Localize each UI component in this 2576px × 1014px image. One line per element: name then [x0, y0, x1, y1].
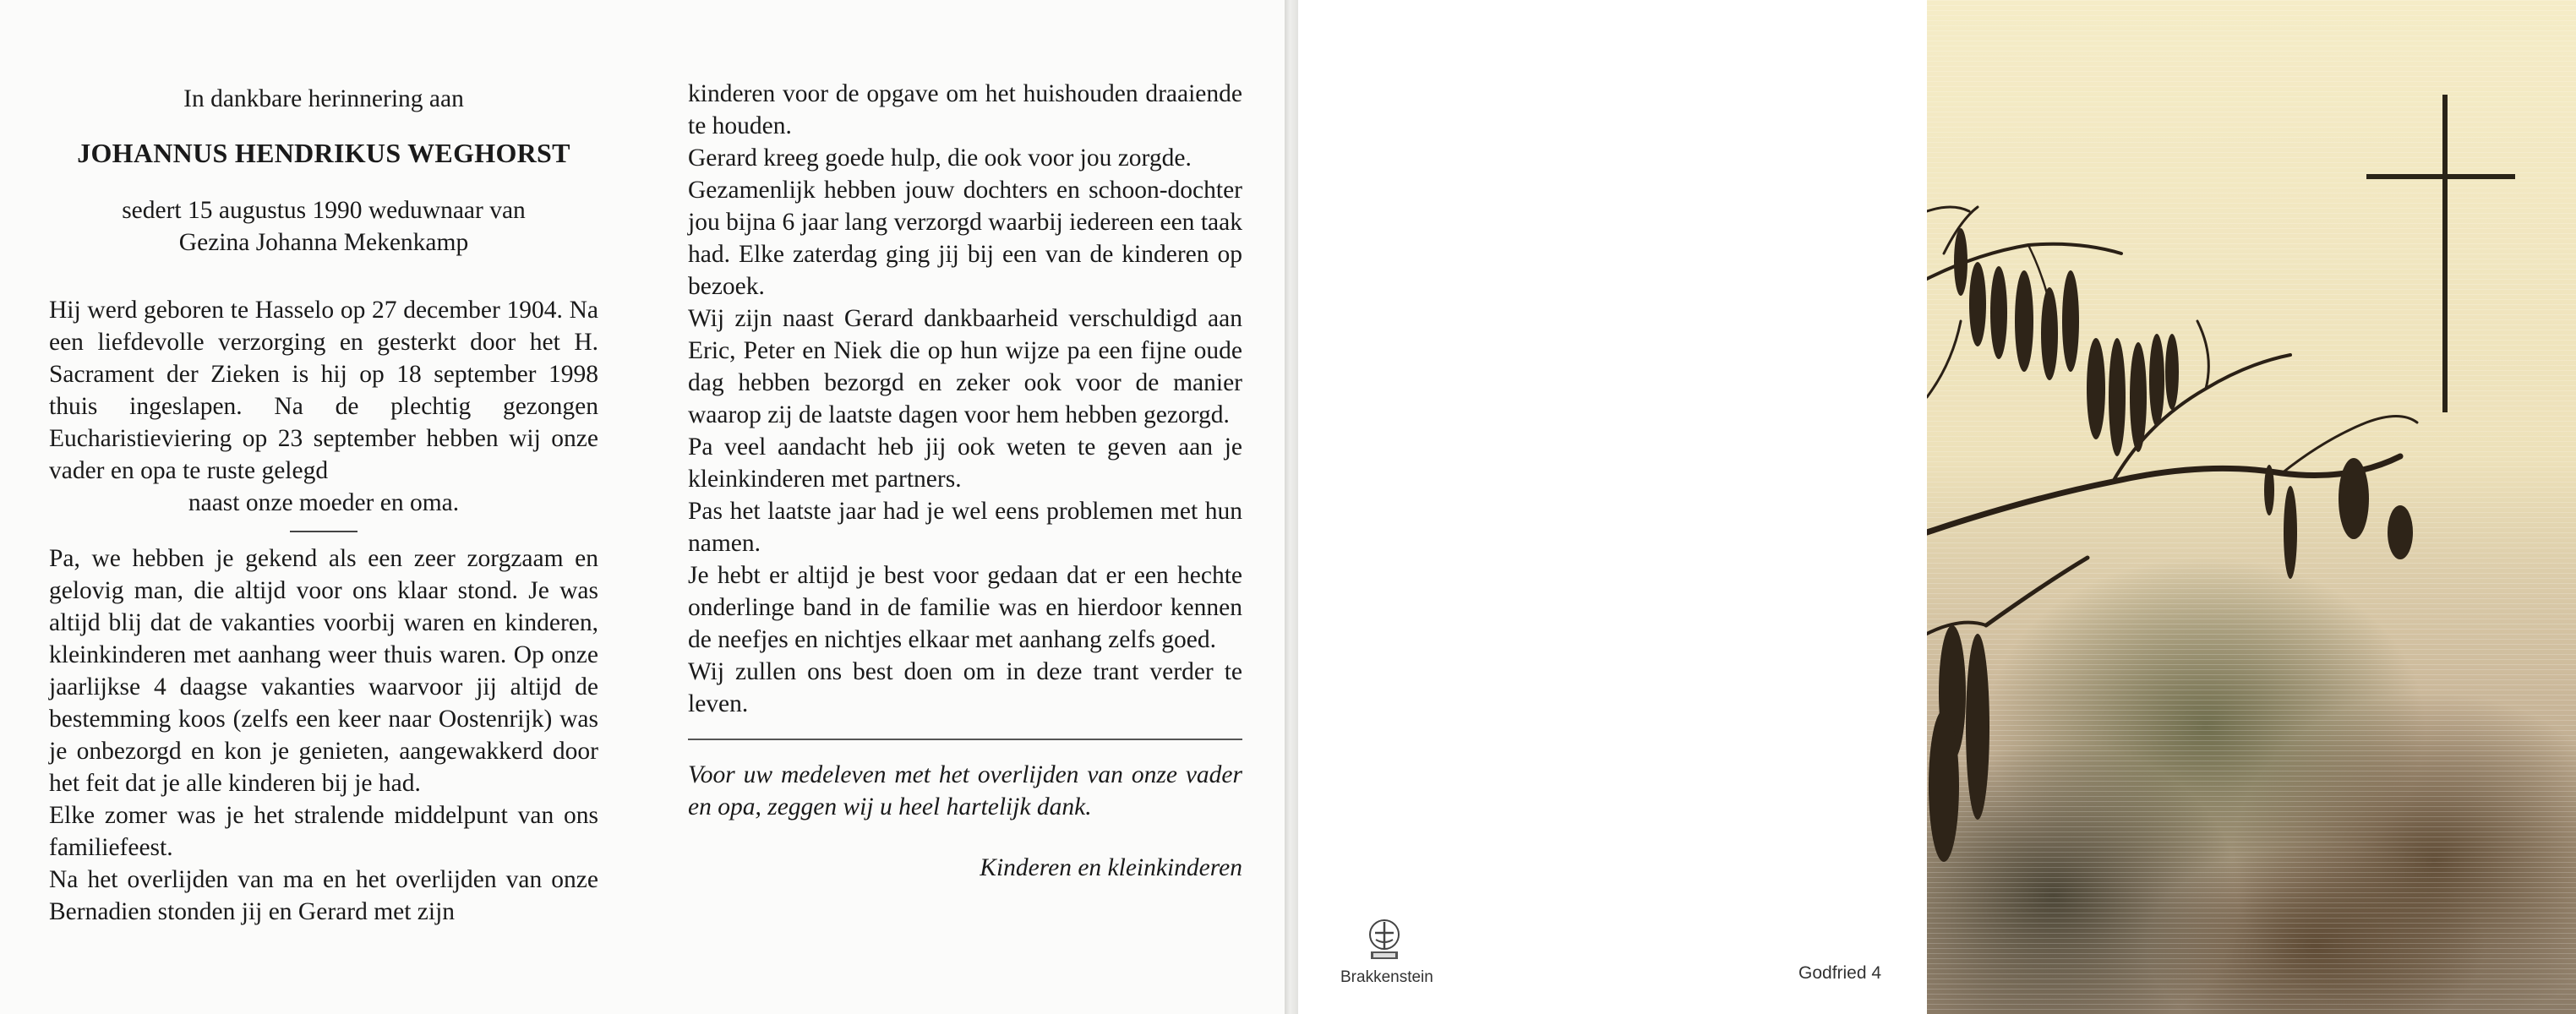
- back-cover: [1298, 0, 1927, 1014]
- short-divider: [290, 531, 357, 532]
- memory-paragraph-3: Na het overlijden van ma en het overlijden van onze Bernadien stonden jij en Gerard met zijn: [49, 866, 598, 925]
- branch-silhouette-image: [1927, 0, 2576, 1014]
- thanks-text: Voor uw medeleven met het overlijden van onze vader en opa, zeggen wij u heel hartelijk dank.: [688, 761, 1242, 820]
- signature: Kinderen en kleinkinderen: [980, 854, 1242, 881]
- memory-paragraph-10: Je hebt er altijd je best voor gedaan dat er een hechte onderlinge band in de familie was en hierdoor kennen de neefjes en nichtjes elkaar met aanhang zelfs goed.: [688, 562, 1242, 653]
- memory-paragraph-5: Gerard kreeg goede hulp, die ook voor jou zorgde.: [688, 144, 1192, 172]
- memory-paragraph-2: Elke zomer was je het stralende middelpunt van ons familiefeest.: [49, 802, 598, 861]
- left-column: [49, 78, 598, 928]
- biography-last-line: naast onze moeder en oma.: [188, 489, 460, 516]
- long-divider: [688, 739, 1242, 740]
- widower-block: [49, 194, 598, 259]
- inner-spread: [0, 0, 1285, 1014]
- memory-paragraph-1: Pa, we hebben je gekend als een zeer zorgzaam en gelovig man, die altijd voor ons klaar stond. Je was altijd blij dat de vakanties voorbij waren en kinderen, kleinkinderen met aanhang weer thuis waren. Op onze jaarlijkse 4 daagse vakanties waarvoor jij altijd de bestemming koos (zelfs een keer naar Oostenrijk) was je onbezorgd en kon je genieten, aangewakkerd door het feit dat je alle kinderen bij je had.: [49, 545, 598, 797]
- widower-line-1: sedert 15 augustus 1990 weduwnaar van: [122, 197, 526, 224]
- publisher-name: Brakkenstein: [1340, 968, 1433, 986]
- biography-text: Hij werd geboren te Hasselo op 27 december 1904. Na een liefdevolle verzorging en gesterkt door het H. Sacrament der Zieken is hij op 18 september 1998 thuis ingeslapen. Na de plechtig gezongen Eucharistieviering op 23 september hebben wij onze vader en opa te ruste gelegd: [49, 297, 598, 484]
- front-cover-photo: [1927, 0, 2576, 1014]
- memory-paragraph-4: kinderen voor de opgave om het huishouden draaiende te houden.: [688, 80, 1242, 139]
- memory-paragraph-6: Gezamenlijk hebben jouw dochters en schoon-dochter jou bijna 6 jaar lang verzorgd waarbij iedereen een taak had. Elke zaterdag ging jij bij een van de kinderen op bezoek.: [688, 177, 1242, 300]
- card-fold: [1285, 0, 1298, 1014]
- memory-paragraph-9: Pas het laatste jaar had je wel eens problemen met hun namen.: [688, 498, 1242, 557]
- widower-line-2: Gezina Johanna Mekenkamp: [178, 229, 469, 256]
- deceased-name: JOHANNUS HENDRIKUS WEGHORST: [77, 138, 570, 168]
- memory-paragraph-7: Wij zijn naast Gerard dankbaarheid verschuldigd aan Eric, Peter en Niek die op hun wijze pa een fijne oude dag hebben bezorgd en zeker ook voor de manier waarop zij de laatste dagen voor hem hebben gezorgd.: [688, 305, 1242, 428]
- card-code: Godfried 4: [1798, 963, 1882, 983]
- brakkenstein-logo-icon: [1364, 918, 1405, 962]
- memory-paragraph-11: Wij zullen ons best doen om in deze trant verder te leven.: [688, 658, 1242, 717]
- memory-paragraph-8: Pa veel aandacht heb jij ook weten te geven aan je kleinkinderen met partners.: [688, 433, 1242, 493]
- intro-line: In dankbare herinnering aan: [183, 85, 464, 112]
- right-column: [688, 78, 1242, 884]
